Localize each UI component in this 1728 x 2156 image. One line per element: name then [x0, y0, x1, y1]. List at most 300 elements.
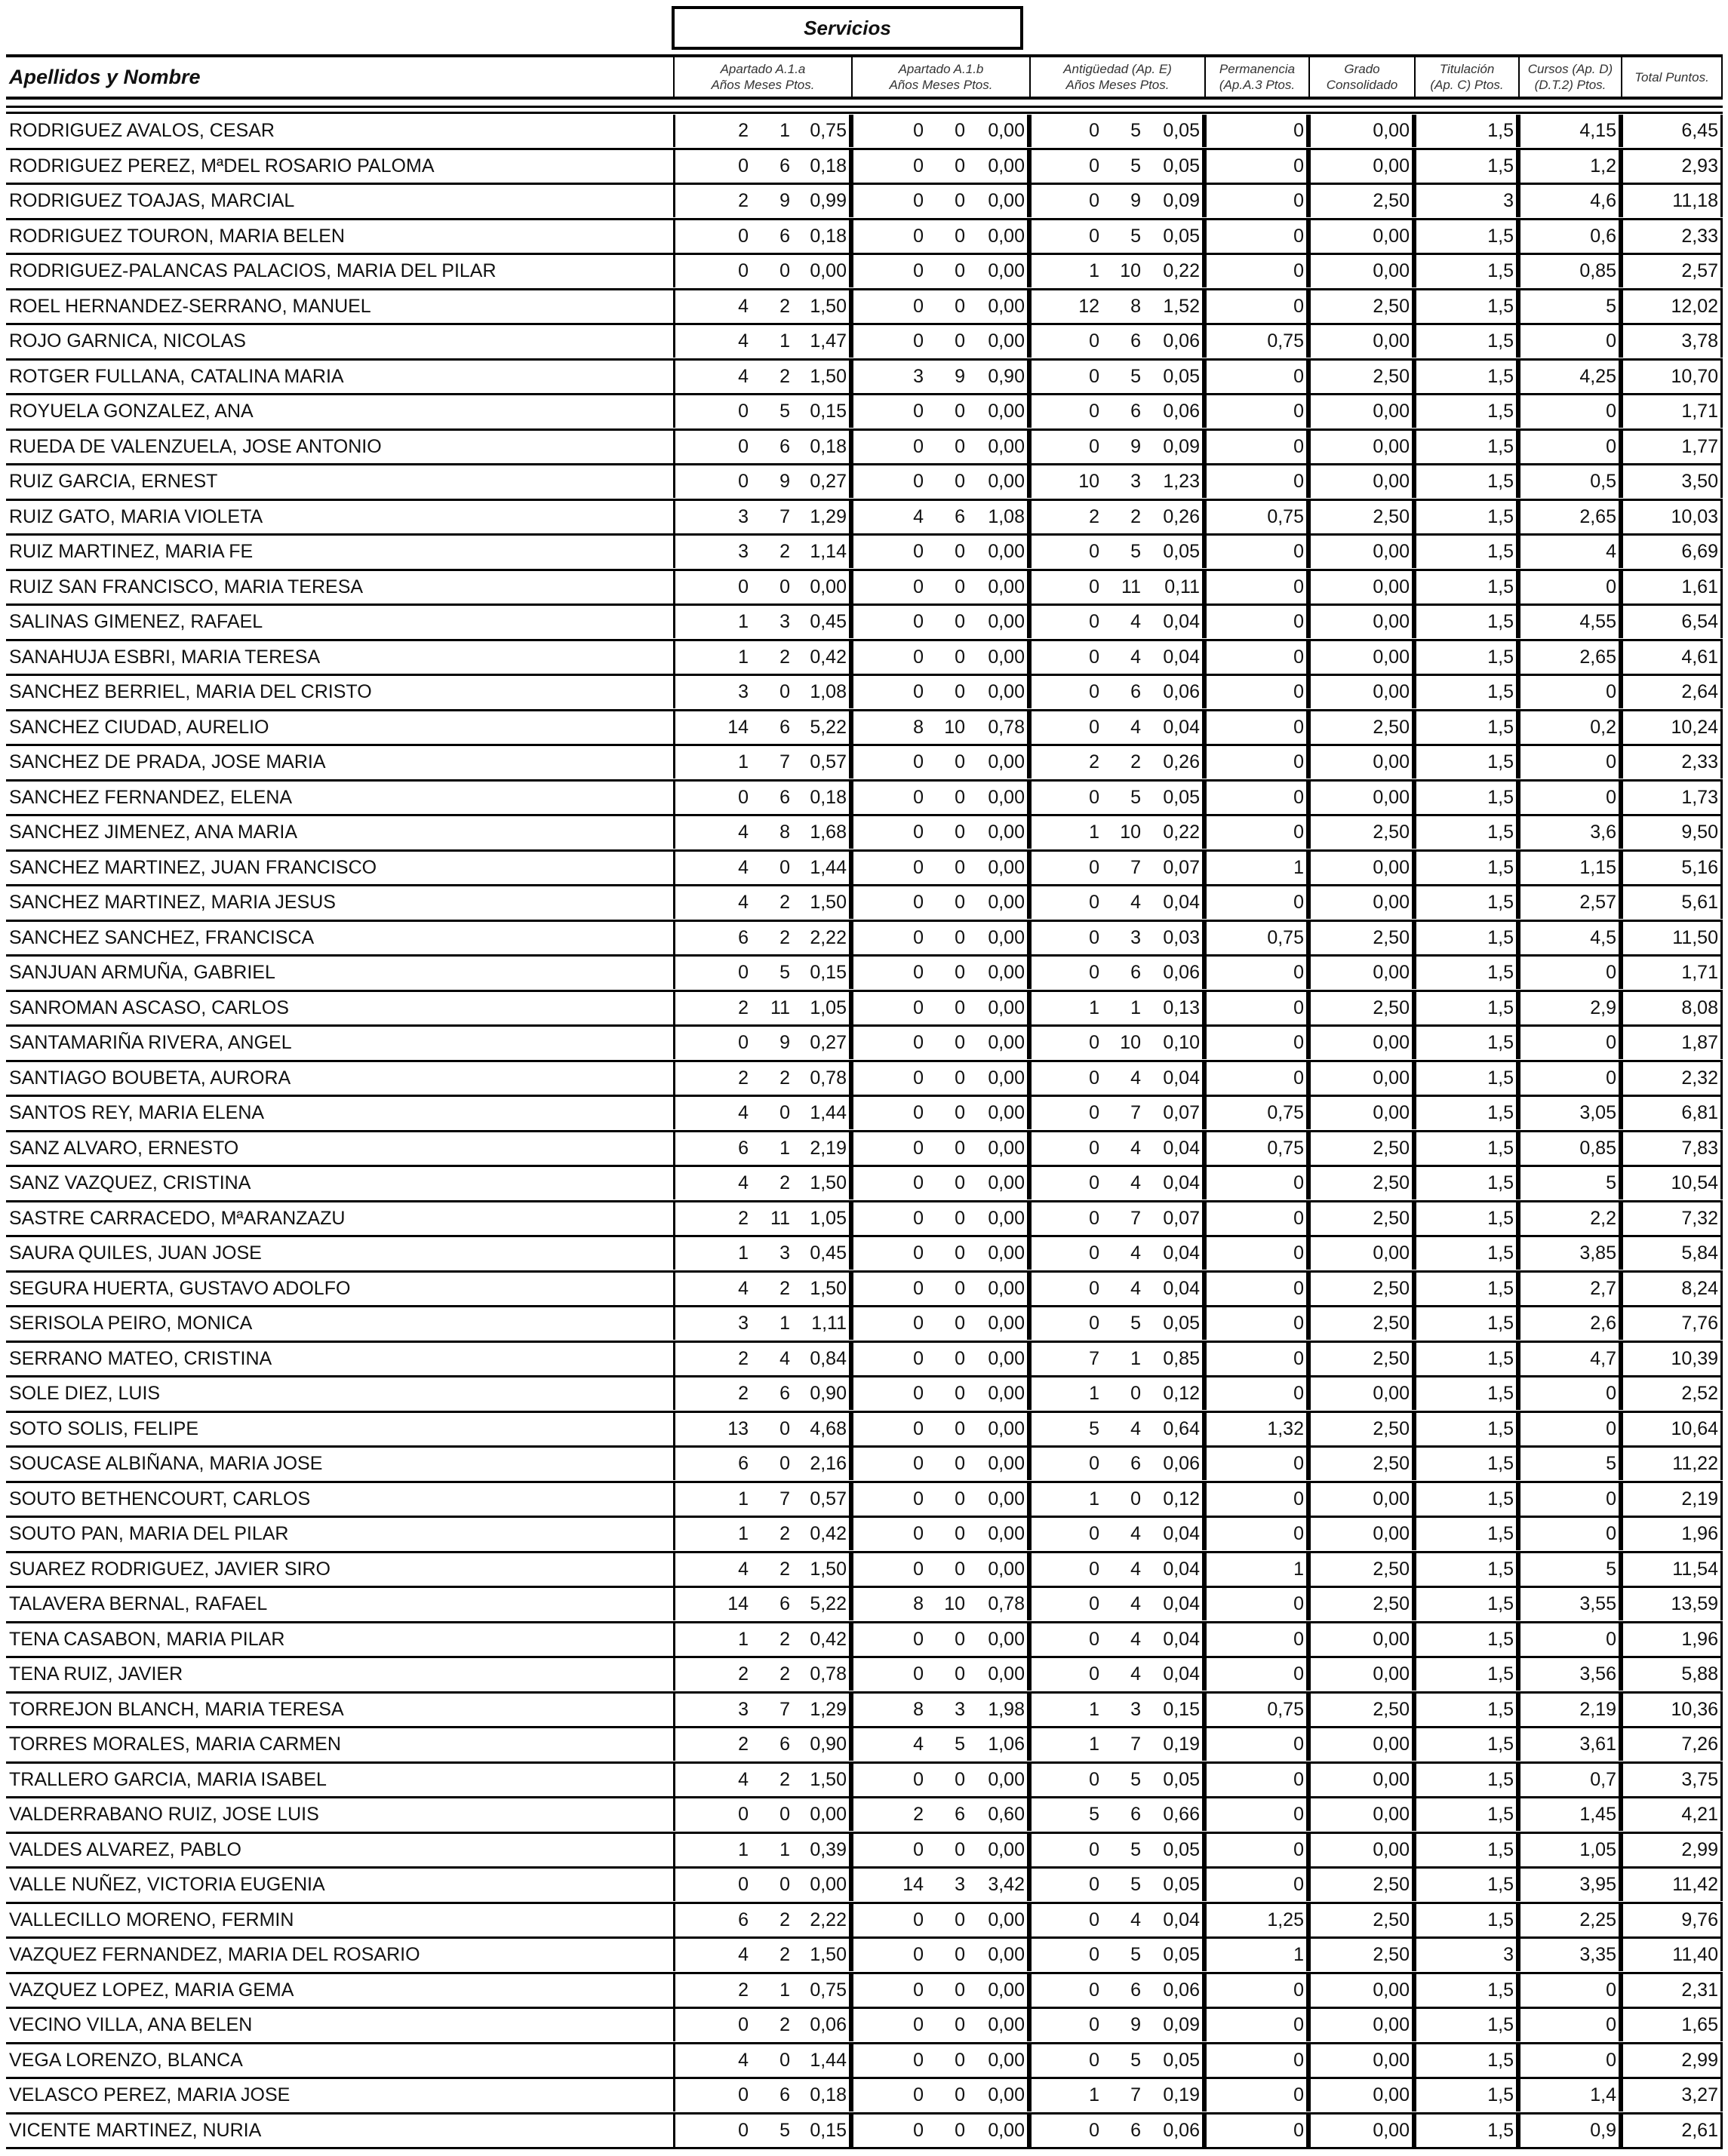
row-name: RODRIGUEZ TOURON, MARIA BELEN [9, 225, 345, 247]
cell-antig: 0 [1089, 926, 1099, 948]
cell-cursos: 0 [1606, 401, 1616, 422]
cell-a1b: 3,42 [988, 1874, 1025, 1895]
cell-grado: 2,50 [1373, 926, 1410, 948]
cell-antig: 0 [1089, 2049, 1099, 2071]
cell-a1a: 1,50 [810, 1172, 847, 1193]
cell-a1a: 5 [779, 401, 790, 422]
cell-a1b: 0 [955, 1663, 965, 1685]
cell-a1a: 2 [738, 1734, 749, 1755]
cell-antig: 0,22 [1163, 260, 1200, 281]
cell-a1b: 0 [955, 1102, 965, 1123]
cell-a1b: 0,00 [988, 1137, 1025, 1159]
cell-total: 2,31 [1681, 1979, 1718, 2001]
cell-antig: 12 [1078, 295, 1099, 317]
cell-a1a: 0 [738, 155, 749, 177]
cell-antig: 9 [1130, 435, 1141, 457]
cell-titul: 1,5 [1487, 716, 1514, 738]
row-name: SANCHEZ SANCHEZ, FRANCISCA [9, 926, 315, 948]
cell-a1a: 0 [738, 1804, 749, 1825]
cell-perm: 0 [1293, 120, 1304, 141]
cell-a1b: 0 [955, 1838, 965, 1860]
cell-titul: 3 [1503, 190, 1514, 211]
table-row [6, 1869, 1723, 1904]
table-row [6, 1764, 1723, 1799]
cell-titul: 1,5 [1487, 435, 1514, 457]
cell-a1b: 0,90 [988, 365, 1025, 387]
cell-antig: 6 [1130, 2119, 1141, 2141]
row-name: TRALLERO GARCIA, MARIA ISABEL [9, 1768, 327, 1790]
cell-a1a: 0,57 [810, 751, 847, 772]
cell-perm: 0 [1293, 822, 1304, 843]
cell-perm: 0,75 [1267, 1102, 1304, 1123]
cell-grado: 2,50 [1373, 1698, 1410, 1720]
table-row [6, 886, 1723, 922]
cell-antig: 6 [1130, 1979, 1141, 2001]
cell-antig: 5 [1130, 155, 1141, 177]
row-name: RODRIGUEZ AVALOS, CESAR [9, 120, 275, 141]
cell-a1a: 6 [779, 1593, 790, 1614]
cell-a1b: 0,00 [988, 1207, 1025, 1229]
cell-antig: 0 [1130, 1383, 1141, 1404]
cell-titul: 1,5 [1487, 295, 1514, 317]
cell-a1b: 0 [955, 1207, 965, 1229]
cell-perm: 1,25 [1267, 1909, 1304, 1930]
cell-cursos: 0 [1606, 435, 1616, 457]
cell-grado: 0,00 [1373, 1663, 1410, 1685]
row-name: SANZ VAZQUEZ, CRISTINA [9, 1172, 251, 1193]
cell-titul: 1,5 [1487, 1488, 1514, 1510]
row-name: TORRES MORALES, MARIA CARMEN [9, 1734, 341, 1755]
cell-a1b: 0 [913, 1558, 924, 1580]
cell-a1a: 0,18 [810, 2084, 847, 2105]
cell-a1b: 0 [955, 1172, 965, 1193]
header-titul-line: Titulación [1439, 62, 1495, 76]
cell-a1b: 0 [913, 541, 924, 562]
cell-antig: 9 [1130, 2014, 1141, 2035]
cell-a1a: 4,68 [810, 1417, 847, 1439]
row-name: RUIZ SAN FRANCISCO, MARIA TERESA [9, 576, 364, 597]
cell-antig: 4 [1130, 1277, 1141, 1299]
cell-cursos: 4 [1606, 541, 1616, 562]
cell-perm: 0 [1293, 1663, 1304, 1685]
cell-a1b: 0 [913, 646, 924, 668]
cell-a1b: 0 [955, 1979, 965, 2001]
cell-grado: 0,00 [1373, 1523, 1410, 1544]
cell-perm: 1 [1293, 1558, 1304, 1580]
cell-titul: 1,5 [1487, 260, 1514, 281]
cell-a1a: 1 [738, 646, 749, 668]
cell-a1a: 0 [738, 2084, 749, 2105]
cell-a1b: 0 [913, 1137, 924, 1159]
cell-perm: 0 [1293, 1768, 1304, 1790]
cell-a1a: 3 [738, 541, 749, 562]
cell-a1a: 6 [779, 1734, 790, 1755]
cell-cursos: 0 [1606, 1488, 1616, 1510]
table-row [6, 1553, 1723, 1589]
cell-a1b: 0 [913, 751, 924, 772]
cell-a1b: 0,00 [988, 786, 1025, 808]
cell-a1b: 9 [955, 365, 965, 387]
cell-a1a: 8 [779, 822, 790, 843]
table-row [6, 1413, 1723, 1448]
cell-perm: 0 [1293, 1242, 1304, 1264]
header-titul [1414, 57, 1518, 97]
cell-antig: 0,26 [1163, 751, 1200, 772]
cell-antig: 0,07 [1163, 856, 1200, 878]
cell-a1b: 0,00 [988, 1277, 1025, 1299]
cell-a1a: 6 [779, 225, 790, 247]
cell-a1a: 1 [738, 751, 749, 772]
header-antig-line: Años Meses Ptos. [1065, 78, 1170, 92]
cell-antig: 5 [1130, 1313, 1141, 1334]
cell-cursos: 0 [1606, 962, 1616, 983]
cell-grado: 2,50 [1373, 1347, 1410, 1369]
row-name: SOLE DIEZ, LUIS [9, 1383, 161, 1404]
cell-a1b: 0 [913, 2014, 924, 2035]
cell-a1a: 4 [738, 1558, 749, 1580]
cell-antig: 0,26 [1163, 505, 1200, 527]
cell-grado: 2,50 [1373, 822, 1410, 843]
cell-cursos: 0 [1606, 576, 1616, 597]
cell-cursos: 0 [1606, 330, 1616, 352]
cell-a1b: 0 [913, 1102, 924, 1123]
cell-a1b: 0,00 [988, 190, 1025, 211]
cell-antig: 0 [1089, 1207, 1099, 1229]
cell-antig: 0,04 [1163, 1558, 1200, 1580]
cell-cursos: 3,85 [1579, 1242, 1616, 1264]
cell-a1b: 0 [955, 120, 965, 141]
cell-grado: 0,00 [1373, 435, 1410, 457]
cell-a1a: 14 [727, 716, 749, 738]
cell-a1a: 4 [738, 365, 749, 387]
cell-antig: 4 [1130, 716, 1141, 738]
cell-total: 1,65 [1681, 2014, 1718, 2035]
cell-antig: 0 [1089, 2119, 1099, 2141]
cell-a1b: 0 [955, 2014, 965, 2035]
cell-a1a: 0 [738, 225, 749, 247]
cell-antig: 0,06 [1163, 330, 1200, 352]
cell-a1a: 6 [779, 786, 790, 808]
cell-antig: 7 [1130, 1207, 1141, 1229]
cell-antig: 4 [1130, 1067, 1141, 1089]
cell-cursos: 0,85 [1579, 1137, 1616, 1159]
row-name: SANTAMARIÑA RIVERA, ANGEL [9, 1032, 292, 1053]
cell-a1b: 0 [913, 1277, 924, 1299]
cell-a1a: 1 [779, 330, 790, 352]
table-row [6, 1307, 1723, 1343]
cell-a1b: 0 [913, 1909, 924, 1930]
cell-antig: 2 [1130, 505, 1141, 527]
cell-a1a: 0,15 [810, 2119, 847, 2141]
cell-cursos: 0,6 [1590, 225, 1616, 247]
table-row [6, 1658, 1723, 1694]
cell-a1a: 2 [779, 1067, 790, 1089]
cell-perm: 0 [1293, 1874, 1304, 1895]
cell-a1a: 1,44 [810, 2049, 847, 2071]
cell-a1b: 0 [955, 1313, 965, 1334]
row-name: VAZQUEZ FERNANDEZ, MARIA DEL ROSARIO [9, 1944, 420, 1965]
table-row [6, 465, 1723, 501]
cell-perm: 0 [1293, 260, 1304, 281]
cell-antig: 0,03 [1163, 926, 1200, 948]
cell-a1a: 0,15 [810, 401, 847, 422]
cell-a1b: 0,00 [988, 681, 1025, 702]
cell-antig: 0 [1089, 1102, 1099, 1123]
cell-a1a: 6 [779, 435, 790, 457]
cell-a1a: 4 [738, 295, 749, 317]
cell-antig: 4 [1130, 1663, 1141, 1685]
cell-total: 5,88 [1681, 1663, 1718, 1685]
cell-grado: 0,00 [1373, 962, 1410, 983]
cell-antig: 7 [1130, 1734, 1141, 1755]
cell-grado: 0,00 [1373, 1067, 1410, 1089]
cell-a1a: 1 [738, 1488, 749, 1510]
cell-antig: 0 [1089, 681, 1099, 702]
row-name: SANCHEZ MARTINEZ, MARIA JESUS [9, 892, 336, 913]
row-name: SANCHEZ JIMENEZ, ANA MARIA [9, 822, 298, 843]
cell-titul: 1,5 [1487, 365, 1514, 387]
cell-a1b: 0 [913, 1067, 924, 1089]
cell-cursos: 4,25 [1579, 365, 1616, 387]
cell-total: 1,61 [1681, 576, 1718, 597]
table-row [6, 1798, 1723, 1834]
cell-cursos: 2,2 [1590, 1207, 1616, 1229]
cell-a1b: 0,00 [988, 1558, 1025, 1580]
cell-grado: 0,00 [1373, 155, 1410, 177]
row-name: SOUTO BETHENCOURT, CARLOS [9, 1488, 311, 1510]
cell-a1a: 9 [779, 190, 790, 211]
cell-grado: 0,00 [1373, 120, 1410, 141]
cell-a1a: 1,05 [810, 1207, 847, 1229]
cell-antig: 0,04 [1163, 1277, 1200, 1299]
cell-a1b: 0 [955, 1417, 965, 1439]
cell-antig: 0,07 [1163, 1207, 1200, 1229]
cell-titul: 1,5 [1487, 1137, 1514, 1159]
cell-antig: 0 [1089, 225, 1099, 247]
cell-antig: 0 [1089, 716, 1099, 738]
cell-a1b: 3 [955, 1698, 965, 1720]
cell-a1b: 0,00 [988, 2049, 1025, 2071]
cell-a1a: 1,68 [810, 822, 847, 843]
cell-a1a: 2 [738, 1663, 749, 1685]
header-divider [6, 106, 1723, 108]
cell-antig: 1 [1089, 2084, 1099, 2105]
row-name: SANTOS REY, MARIA ELENA [9, 1102, 265, 1123]
cell-antig: 2 [1089, 751, 1099, 772]
cell-a1a: 2 [779, 1663, 790, 1685]
row-name: ROYUELA GONZALEZ, ANA [9, 401, 254, 422]
cell-cursos: 2,57 [1579, 892, 1616, 913]
header-a1a-line: Apartado A.1.a [720, 62, 806, 76]
cell-a1b: 0 [913, 260, 924, 281]
cell-a1a: 2 [779, 1558, 790, 1580]
cell-a1a: 2 [779, 646, 790, 668]
cell-perm: 0 [1293, 1277, 1304, 1299]
cell-a1a: 3 [738, 1313, 749, 1334]
cell-antig: 4 [1130, 1628, 1141, 1650]
cell-a1a: 0,18 [810, 225, 847, 247]
cell-antig: 4 [1130, 1242, 1141, 1264]
cell-a1a: 4 [738, 1172, 749, 1193]
cell-total: 3,50 [1681, 471, 1718, 492]
cell-cursos: 2,65 [1579, 505, 1616, 527]
cell-cursos: 0,85 [1579, 260, 1616, 281]
cell-grado: 0,00 [1373, 2119, 1410, 2141]
header-a1b-line: Apartado A.1.b [898, 62, 984, 76]
cell-antig: 0 [1130, 1488, 1141, 1510]
cell-a1a: 2 [779, 1909, 790, 1930]
cell-antig: 0 [1089, 2014, 1099, 2035]
cell-titul: 1,5 [1487, 892, 1514, 913]
cell-perm: 0 [1293, 1979, 1304, 2001]
cell-antig: 7 [1130, 1102, 1141, 1123]
cell-a1a: 2 [779, 892, 790, 913]
cell-total: 1,96 [1681, 1523, 1718, 1544]
cell-antig: 0,04 [1163, 1909, 1200, 1930]
cell-titul: 1,5 [1487, 646, 1514, 668]
cell-antig: 5 [1130, 120, 1141, 141]
cell-grado: 0,00 [1373, 2014, 1410, 2035]
header-a1b [851, 57, 1029, 97]
cell-a1b: 0,00 [988, 751, 1025, 772]
table-row [6, 1062, 1723, 1098]
cell-antig: 0 [1089, 1979, 1099, 2001]
cell-total: 5,84 [1681, 1242, 1718, 1264]
cell-a1b: 0,00 [988, 1488, 1025, 1510]
cell-a1b: 0 [955, 1909, 965, 1930]
cell-titul: 1,5 [1487, 1734, 1514, 1755]
cell-antig: 0 [1089, 1067, 1099, 1089]
cell-a1a: 0 [738, 1874, 749, 1895]
cell-a1a: 0,00 [810, 1804, 847, 1825]
row-name: VAZQUEZ LOPEZ, MARIA GEMA [9, 1979, 294, 2001]
cell-perm: 1 [1293, 1944, 1304, 1965]
cell-a1a: 4 [738, 1102, 749, 1123]
cell-a1a: 1,50 [810, 892, 847, 913]
cell-a1a: 0,00 [810, 1874, 847, 1895]
table-row [6, 1097, 1723, 1132]
row-name: VALLECILLO MORENO, FERMIN [9, 1909, 294, 1930]
cell-antig: 0,05 [1163, 786, 1200, 808]
header-a1a-line: Años Meses Ptos. [711, 78, 815, 92]
cell-a1b: 0 [913, 1347, 924, 1369]
cell-perm: 0 [1293, 295, 1304, 317]
cell-titul: 1,5 [1487, 1874, 1514, 1895]
cell-total: 1,96 [1681, 1628, 1718, 1650]
cell-a1b: 0 [955, 190, 965, 211]
cell-antig: 0,04 [1163, 1067, 1200, 1089]
cell-a1a: 2 [738, 1067, 749, 1089]
cell-grado: 0,00 [1373, 1804, 1410, 1825]
cell-antig: 0,05 [1163, 225, 1200, 247]
cell-a1a: 7 [779, 1488, 790, 1510]
cell-a1b: 1,98 [988, 1698, 1025, 1720]
cell-a1a: 0 [779, 1102, 790, 1123]
cell-total: 6,54 [1681, 611, 1718, 632]
cell-a1b: 0,00 [988, 611, 1025, 632]
cell-grado: 2,50 [1373, 1313, 1410, 1334]
cell-a1b: 0 [913, 1032, 924, 1053]
cell-total: 11,42 [1672, 1874, 1718, 1895]
row-name: SUAREZ RODRIGUEZ, JAVIER SIRO [9, 1558, 331, 1580]
cell-antig: 0,05 [1163, 541, 1200, 562]
header-perm-line: (Ap.A.3 Ptos. [1219, 78, 1296, 92]
table-row [6, 115, 1723, 150]
cell-a1a: 1 [779, 1137, 790, 1159]
cell-antig: 0 [1089, 1874, 1099, 1895]
cell-a1a: 0,45 [810, 1242, 847, 1264]
cell-cursos: 2,65 [1579, 646, 1616, 668]
cell-antig: 0,04 [1163, 1628, 1200, 1650]
cell-perm: 0 [1293, 576, 1304, 597]
cell-a1b: 0 [913, 1628, 924, 1650]
table-row [6, 957, 1723, 992]
cell-cursos: 1,45 [1579, 1804, 1616, 1825]
table-row [6, 1273, 1723, 1308]
cell-a1b: 0 [955, 155, 965, 177]
table-row [6, 606, 1723, 641]
cell-a1b: 0,00 [988, 401, 1025, 422]
cell-a1a: 1 [738, 1838, 749, 1860]
cell-total: 4,61 [1681, 646, 1718, 668]
cell-a1b: 0,00 [988, 2084, 1025, 2105]
cell-a1b: 0 [955, 1067, 965, 1089]
cell-a1b: 0 [913, 1663, 924, 1685]
cell-grado: 0,00 [1373, 471, 1410, 492]
cell-perm: 0 [1293, 1838, 1304, 1860]
cell-a1a: 0 [738, 2014, 749, 2035]
cell-antig: 0 [1089, 786, 1099, 808]
cell-total: 6,45 [1681, 120, 1718, 141]
cell-a1b: 3 [913, 365, 924, 387]
cell-titul: 1,5 [1487, 926, 1514, 948]
cell-cursos: 0,9 [1590, 2119, 1616, 2141]
cell-a1a: 0 [779, 856, 790, 878]
table-row [6, 2044, 1723, 2080]
cell-total: 12,02 [1671, 295, 1718, 317]
cell-a1a: 1,14 [810, 541, 847, 562]
cell-antig: 0 [1089, 1172, 1099, 1193]
cell-a1b: 0,00 [988, 1979, 1025, 2001]
cell-antig: 1 [1089, 1383, 1099, 1404]
cell-a1b: 0,00 [988, 1944, 1025, 1965]
cell-antig: 0,19 [1163, 1734, 1200, 1755]
cell-a1b: 0,00 [988, 1417, 1025, 1439]
cell-titul: 1,5 [1487, 1067, 1514, 1089]
cell-antig: 5 [1130, 365, 1141, 387]
cell-antig: 5 [1130, 225, 1141, 247]
cell-titul: 1,5 [1487, 576, 1514, 597]
cell-cursos: 0 [1606, 1032, 1616, 1053]
cell-a1b: 0 [955, 225, 965, 247]
cell-antig: 1 [1089, 822, 1099, 843]
cell-titul: 1,5 [1487, 681, 1514, 702]
cell-total: 11,50 [1672, 926, 1718, 948]
table-row [6, 816, 1723, 852]
cell-perm: 0 [1293, 646, 1304, 668]
cell-a1a: 7 [779, 505, 790, 527]
cell-a1a: 1,47 [810, 330, 847, 352]
cell-total: 1,87 [1681, 1032, 1718, 1053]
cell-a1a: 0 [738, 962, 749, 983]
table-row [6, 325, 1723, 361]
cell-a1b: 0 [955, 2119, 965, 2141]
cell-a1a: 0,78 [810, 1067, 847, 1089]
cell-a1b: 0 [955, 541, 965, 562]
cell-a1b: 0,00 [988, 120, 1025, 141]
cell-a1a: 0 [779, 1453, 790, 1474]
cell-a1a: 6 [738, 1137, 749, 1159]
